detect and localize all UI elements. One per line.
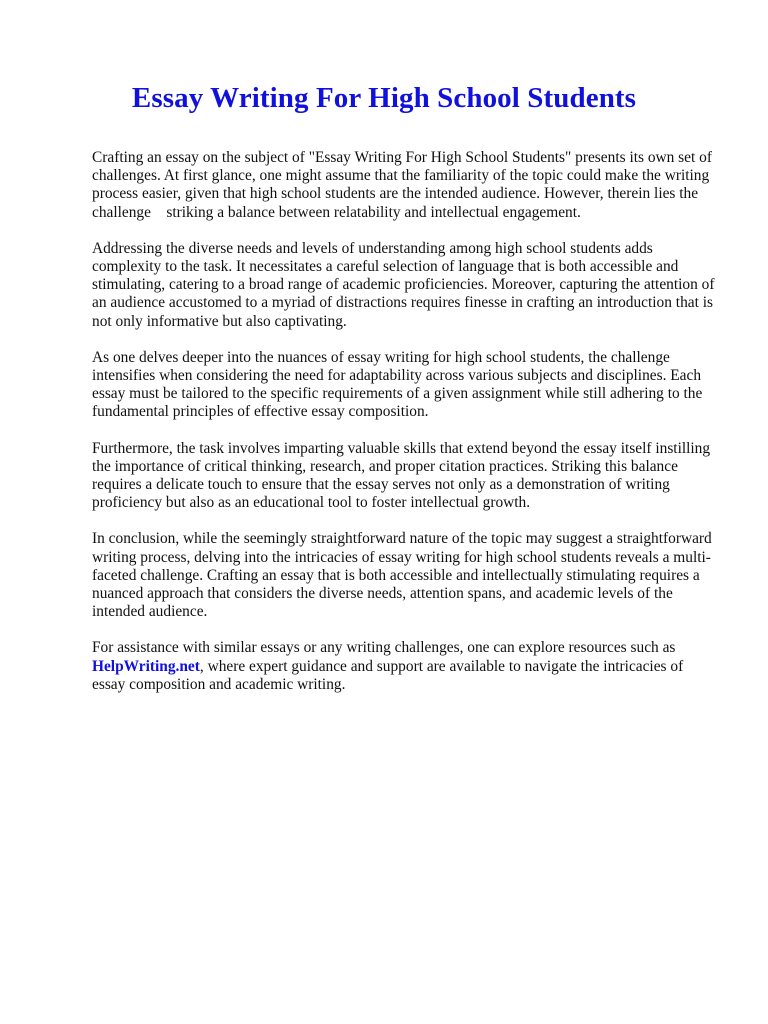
document-title: Essay Writing For High School Students	[131, 82, 637, 114]
paragraph-intro: Crafting an essay on the subject of "Essay Writing For High School Students" presents its own set of challenges. At first glance, one might assume that the familiarity of the topic could make the writing process easier, given that high school students are the intended audience. However, therein lies the challenge striking a balance between relatability and intellectual engagement.	[92, 149, 712, 221]
helpwriting-link[interactable]: HelpWriting.net	[92, 657, 200, 675]
assistance-text-before: For assistance with similar essays or any writing challenges, one can explore resources such as	[92, 639, 676, 657]
document-body	[92, 149, 720, 712]
paragraph-skills: Furthermore, the task involves imparting valuable skills that extend beyond the essay itself instilling the importance of critical thinking, research, and proper citation practices. Striking this balance requires a delicate touch to ensure that the essay serves not only as a demonstration of writing proficiency but also as an educational tool to foster intellectual growth.	[92, 439, 711, 512]
paragraph-assistance	[92, 639, 720, 694]
paragraph-adaptability: As one delves deeper into the nuances of essay writing for high school students, the challenge intensifies when considering the need for adaptability across various subjects and disciplines. Each essay must be tailored to the specific requirements of a given assignment while still adhering to the fundamental principles of effective essay composition.	[92, 348, 703, 421]
paragraph-conclusion: In conclusion, while the seemingly straightforward nature of the topic may suggest a straightforward writing process, delving into the intricacies of essay writing for high school students reveals a multi-faceted challenge. Crafting an essay that is both accessible and intellectually stimulating requires a nuanced approach that considers the diverse needs, attention spans, and academic levels of the intended audience.	[92, 530, 712, 621]
assistance-text-after: , where expert guidance and support are available to navigate the intricacies of essay composition and academic writing.	[92, 657, 684, 693]
paragraph-diverse-needs: Addressing the diverse needs and levels of understanding among high school students adds complexity to the task. It necessitates a careful selection of language that is both accessible and stimulating, catering to a broad range of academic proficiencies. Moreover, capturing the attention of an audience accustomed to a myriad of distractions requires finesse in crafting an introduction that is not only informative but also captivating.	[92, 239, 715, 330]
